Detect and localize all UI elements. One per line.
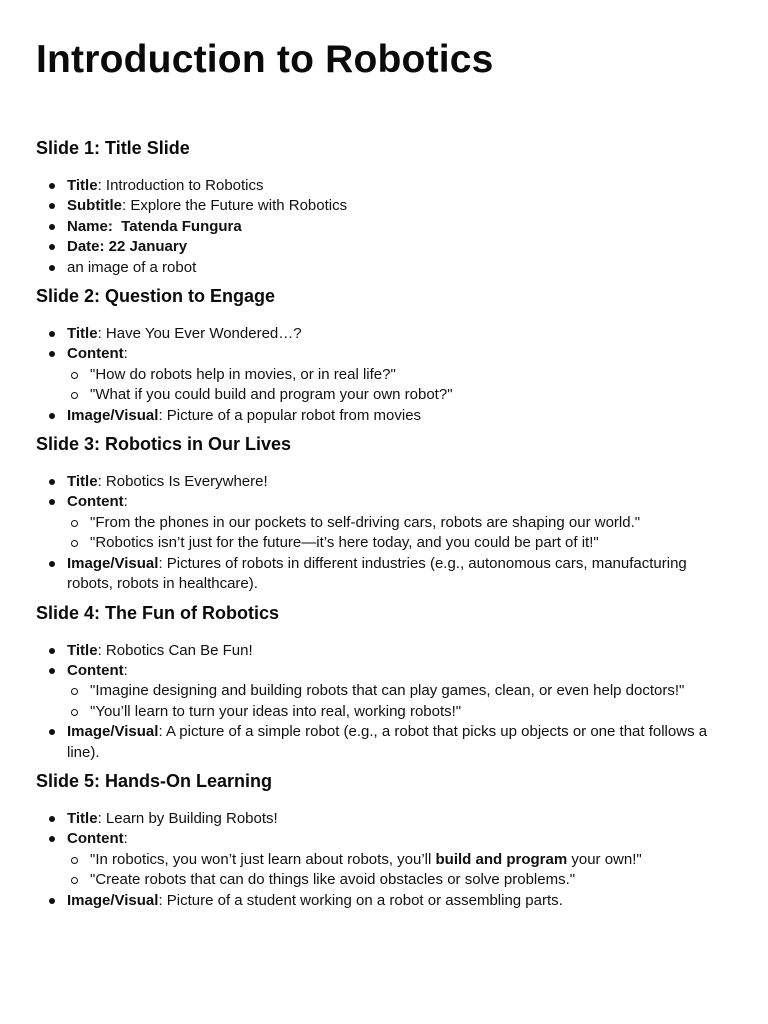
- list-item: Title: Robotics Is Everywhere!: [36, 472, 732, 492]
- list-item: Subtitle: Explore the Future with Robotics: [36, 196, 732, 216]
- document-title: Introduction to Robotics: [36, 38, 494, 81]
- list-item: Content: "In robotics, you won’t just learn about robots, you’ll build and program your own!" "Create robots that can do things like avoid obstacles or solve problems.": [36, 829, 732, 890]
- slide-3-list: [36, 472, 732, 594]
- list-item: Title: Robotics Can Be Fun!: [36, 641, 732, 661]
- sublist-item: "Robotics isn’t just for the future—it’s here today, and you could be part of it!": [67, 533, 732, 553]
- slide-1-heading: Slide 1: Title Slide: [36, 138, 190, 158]
- list-item: an image of a robot: [36, 258, 732, 278]
- list-item: Name: Tatenda Fungura: [36, 217, 732, 237]
- list-item: Image/Visual: Picture of a student working on a robot or assembling parts.: [36, 891, 732, 911]
- sublist-item: "How do robots help in movies, or in real life?": [67, 365, 732, 385]
- list-item: Date: 22 January: [36, 237, 732, 257]
- slide-3-content-sublist: [67, 513, 732, 554]
- slide-2-section: [36, 284, 732, 426]
- list-item: Content: "How do robots help in movies, or in real life?" "What if you could build and program your own robot?": [36, 344, 732, 405]
- list-item: Content: "From the phones in our pockets to self-driving cars, robots are shaping our world." "Robotics isn’t just for the future—it’s here today, and you could be part of it!": [36, 492, 732, 553]
- sublist-item: "Imagine designing and building robots that can play games, clean, or even help doctors!": [67, 681, 732, 701]
- slide-1-list: [36, 176, 732, 278]
- list-item: Title: Learn by Building Robots!: [36, 809, 732, 829]
- slide-5-list: [36, 809, 732, 911]
- sublist-item: "You’ll learn to turn your ideas into real, working robots!": [67, 702, 732, 722]
- slide-4-heading: Slide 4: The Fun of Robotics: [36, 602, 279, 623]
- list-item: Image/Visual: Pictures of robots in different industries (e.g., autonomous cars, manufacturing robots, robots in healthcare).: [36, 554, 732, 595]
- list-item: Title: Have You Ever Wondered…?: [36, 324, 732, 344]
- slide-1-section: [36, 136, 732, 278]
- sublist-item: "In robotics, you won’t just learn about robots, you’ll build and program your own!": [67, 850, 732, 870]
- slide-4-list: [36, 641, 732, 763]
- slide-5-heading: Slide 5: Hands-On Learning: [36, 770, 273, 791]
- slide-3-heading: Slide 3: Robotics in Our Lives: [36, 434, 292, 455]
- slide-4-content-sublist: [67, 681, 732, 722]
- list-item: Image/Visual: Picture of a popular robot from movies: [36, 406, 732, 426]
- sublist-item: "What if you could build and program your own robot?": [67, 385, 732, 405]
- slide-5-content-sublist: [67, 850, 732, 891]
- slide-3-section: [36, 432, 732, 594]
- slide-2-heading: Slide 2: Question to Engage: [36, 286, 276, 307]
- list-item: Content: "Imagine designing and building robots that can play games, clean, or even help doctors!" "You’ll learn to turn your ideas into real, working robots!": [36, 661, 732, 722]
- list-item: Title: Introduction to Robotics: [36, 176, 732, 196]
- list-item: Image/Visual: A picture of a simple robot (e.g., a robot that picks up objects or one that follows a line).: [36, 722, 732, 763]
- slide-2-content-sublist: [67, 365, 732, 406]
- slide-4-section: [36, 601, 732, 763]
- sublist-item: "Create robots that can do things like avoid obstacles or solve problems.": [67, 870, 732, 890]
- slide-2-list: [36, 324, 732, 426]
- slide-5-section: [36, 769, 732, 911]
- sublist-item: "From the phones in our pockets to self-driving cars, robots are shaping our world.": [67, 513, 732, 533]
